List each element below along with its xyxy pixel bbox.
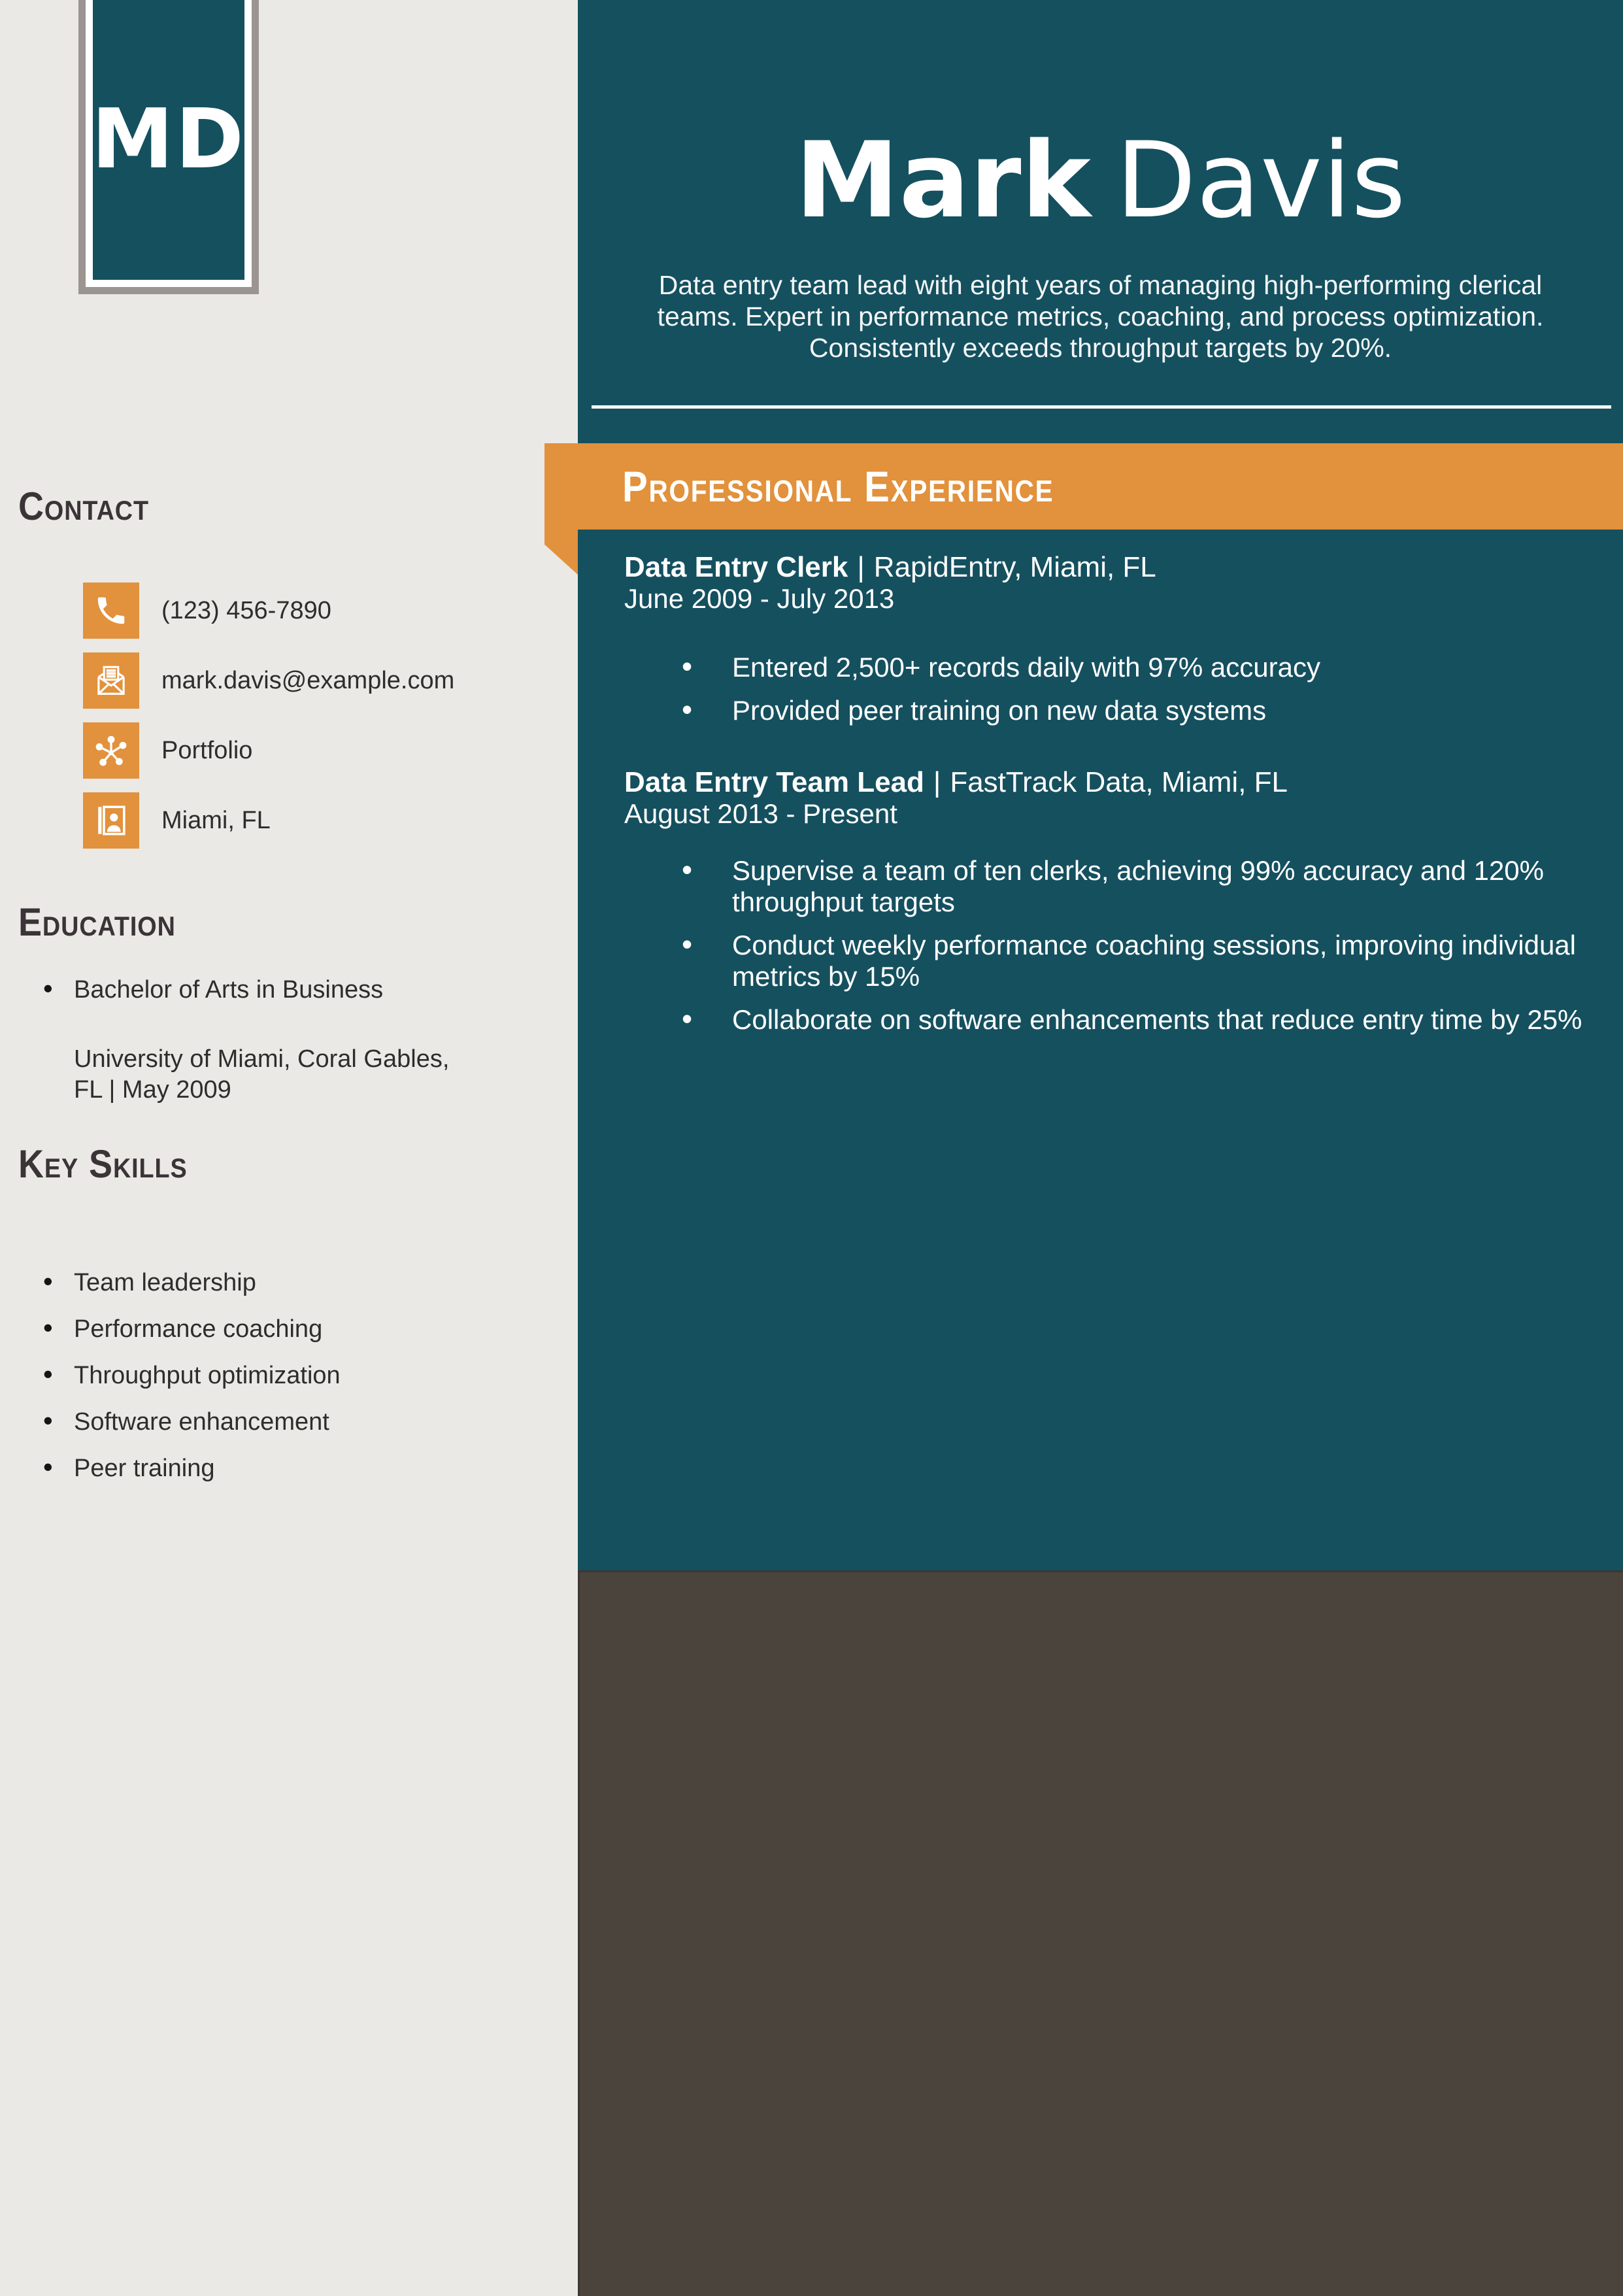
footer-color-block bbox=[578, 1570, 1623, 2296]
job-company: RapidEntry, Miami, FL bbox=[873, 551, 1156, 583]
job-bullet: • Conduct weekly performance coaching sessions, improving individual metrics by 15% bbox=[624, 930, 1584, 992]
education-school-line: University of Miami, Coral Gables, bbox=[74, 1045, 450, 1073]
key-skills-heading: Key Skills bbox=[18, 1142, 188, 1186]
education-list bbox=[43, 974, 383, 1021]
job-title-line bbox=[624, 552, 1584, 582]
job-entry bbox=[624, 552, 1584, 726]
job-dates: June 2009 - July 2013 bbox=[624, 583, 895, 614]
portfolio-icon bbox=[83, 722, 139, 779]
job-dates: August 2013 - Present bbox=[624, 798, 897, 829]
job-title: Data Entry Clerk bbox=[624, 551, 848, 583]
contact-row-location bbox=[83, 792, 454, 849]
job-bullet: • Provided peer training on new data systems bbox=[624, 695, 1584, 726]
skill-item: • Throughput optimization bbox=[43, 1360, 341, 1391]
job-separator: | bbox=[933, 766, 941, 798]
phone-number: (123) 456-7890 bbox=[161, 596, 331, 624]
key-skills-list bbox=[43, 1267, 341, 1499]
location-id-card-icon bbox=[83, 792, 139, 849]
job-entry bbox=[624, 768, 1584, 1036]
job-bullet: • Entered 2,500+ records daily with 97% accuracy bbox=[624, 652, 1584, 683]
education-school bbox=[74, 1044, 449, 1106]
experience-section bbox=[624, 552, 1584, 1047]
job-bullet: • Collaborate on software enhancements that reduce entry time by 25% bbox=[624, 1004, 1584, 1036]
education-heading: Education bbox=[18, 900, 176, 944]
job-bullet-list bbox=[624, 855, 1584, 1036]
skill-item: • Performance coaching bbox=[43, 1313, 341, 1345]
skill-item: • Software enhancement bbox=[43, 1406, 341, 1438]
location-text: Miami, FL bbox=[161, 806, 271, 834]
job-title: Data Entry Team Lead bbox=[624, 766, 924, 798]
skill-item: • Peer training bbox=[43, 1453, 341, 1484]
experience-heading: Professional Experience bbox=[622, 462, 1054, 511]
last-name: Davis bbox=[1115, 119, 1406, 241]
first-name: Mark bbox=[795, 119, 1091, 241]
contact-list bbox=[83, 582, 454, 862]
summary-paragraph: Data entry team lead with eight years of managing high-performing clerical teams. Expert in performance metrics, coaching, and process optimization. Consistently exceeds throughput targets by 20%. bbox=[657, 270, 1544, 363]
contact-row-portfolio bbox=[83, 722, 454, 779]
skill-item: • Team leadership bbox=[43, 1267, 341, 1298]
contact-heading: Contact bbox=[18, 484, 149, 528]
experience-banner bbox=[544, 443, 1623, 530]
contact-row-email bbox=[83, 652, 454, 709]
job-company: FastTrack Data, Miami, FL bbox=[950, 766, 1288, 798]
monogram-white-frame bbox=[86, 0, 252, 287]
contact-row-phone bbox=[83, 582, 454, 639]
monogram-plaque bbox=[78, 0, 259, 294]
mail-icon bbox=[83, 652, 139, 709]
banner-ribbon-fold bbox=[544, 529, 578, 575]
education-degree: • Bachelor of Arts in Business bbox=[43, 974, 383, 1005]
divider-rule bbox=[592, 405, 1611, 409]
email-address: mark.davis@example.com bbox=[161, 666, 455, 694]
monogram-initials: MD bbox=[92, 90, 246, 187]
job-bullet-list bbox=[624, 652, 1584, 726]
phone-icon bbox=[83, 582, 139, 639]
main-column bbox=[578, 0, 1623, 1570]
job-title-line bbox=[624, 768, 1584, 798]
portfolio-label: Portfolio bbox=[161, 736, 253, 764]
candidate-name bbox=[578, 119, 1623, 241]
education-school-line: FL | May 2009 bbox=[74, 1076, 231, 1104]
job-bullet: • Supervise a team of ten clerks, achieving 99% accuracy and 120% throughput targets bbox=[624, 855, 1584, 918]
monogram-teal-panel bbox=[93, 0, 244, 280]
job-separator: | bbox=[857, 551, 865, 583]
